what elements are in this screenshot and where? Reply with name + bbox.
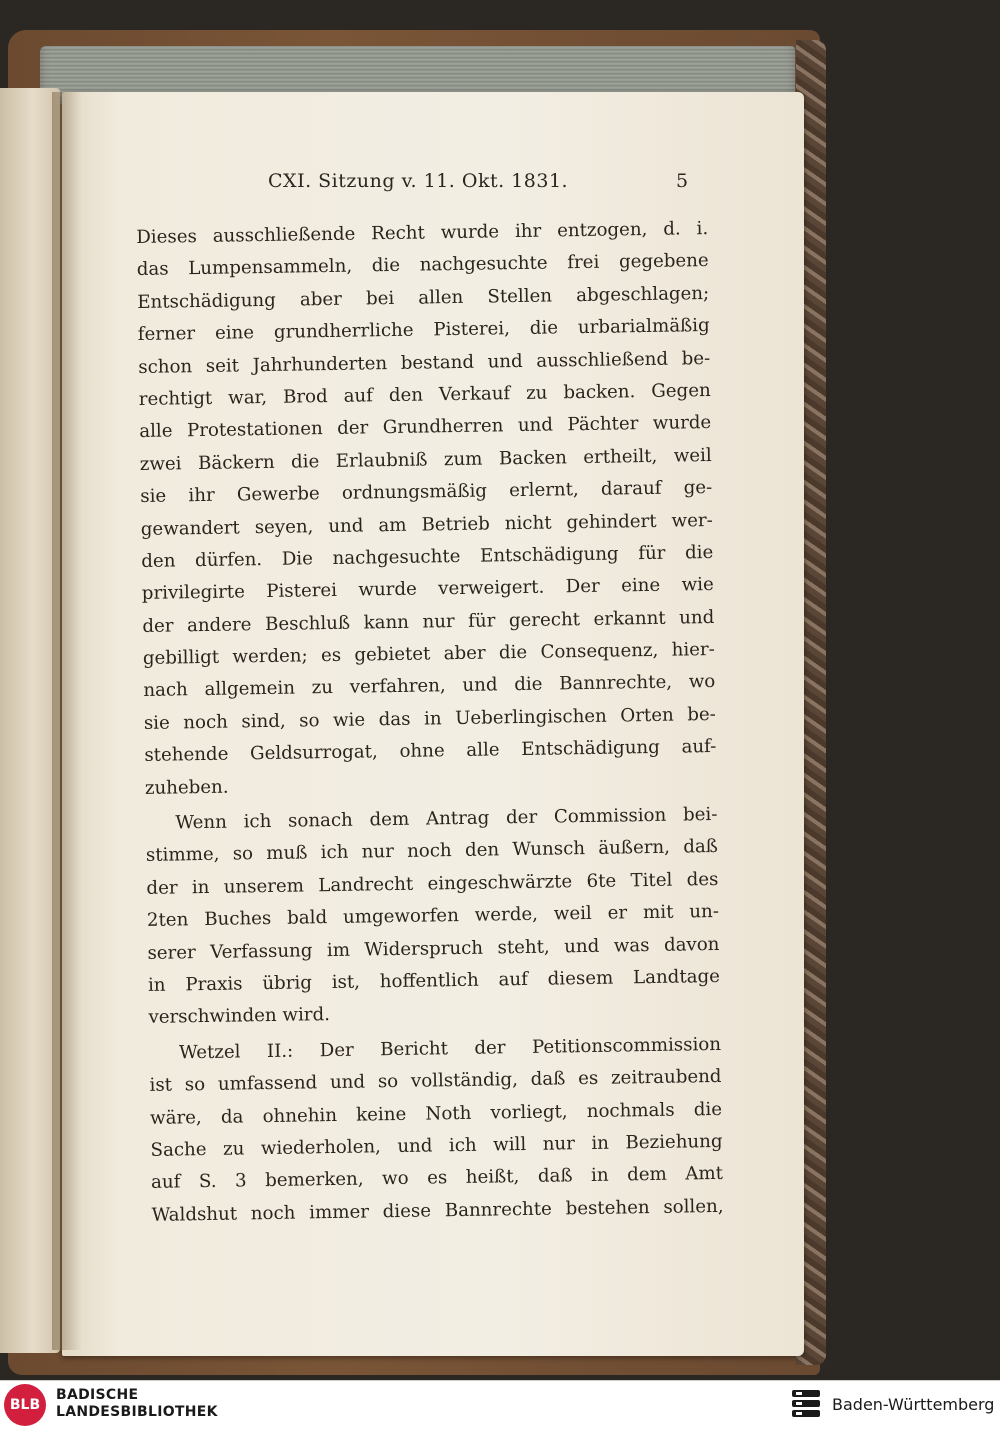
text-line: Dieses ausschließende Recht wurde ihr entzogen, d. i. xyxy=(136,218,709,248)
text-line: der andere Beschluß kann nur für gerecht erkannt und xyxy=(142,606,715,637)
text-line: Wenn ich sonach dem Antrag der Commission bei- xyxy=(175,803,718,834)
baden-wuerttemberg-lions-icon xyxy=(790,1387,822,1421)
text-line: zuheben. xyxy=(144,776,229,799)
text-line: wäre, da ohnehin keine Noth vorliegt, nochmals die xyxy=(149,1098,723,1129)
text-line: serer Verfassung im Widerspruch steht, und was davon xyxy=(147,933,720,964)
text-line: Sache zu wiederholen, und ich will nur in Beziehung xyxy=(150,1130,723,1161)
text-line: auf S. 3 bemerken, wo es heißt, daß in dem Amt xyxy=(150,1163,724,1194)
running-title: CXI. Sitzung v. 11. Okt. 1831. xyxy=(268,170,569,192)
text-line: in Praxis übrig ist, hoffentlich auf diesem Landtage xyxy=(147,965,721,996)
library-name-line2: LANDESBIBLIOTHEK xyxy=(56,1404,218,1420)
page-number: 5 xyxy=(676,170,689,192)
library-name[interactable] xyxy=(56,1387,218,1421)
blb-logo-icon[interactable]: BLB xyxy=(4,1384,46,1426)
text-line: gewandert seyen, und am Betrieb nicht gehindert wer- xyxy=(140,509,713,540)
text-line: der in unserem Landrecht eingeschwärzte 6te Titel des xyxy=(146,868,719,899)
body-text xyxy=(136,213,724,1232)
text-line: alle Protestationen der Grundherren und Pächter wurde xyxy=(139,412,712,443)
text-line: das Lumpensammeln, die nachgesuchte frei gegebene xyxy=(136,250,709,281)
text-line: Waldshut noch immer diese Bannrechte bestehen sollen, xyxy=(151,1195,724,1226)
book-page xyxy=(62,92,804,1356)
text-line: zwei Bäckern die Erlaubniß zum Backen ertheilt, weil xyxy=(139,444,712,475)
library-name-line1: BADISCHE xyxy=(56,1387,139,1403)
state-name[interactable]: Baden-Württemberg xyxy=(832,1395,995,1414)
text-line: stimme, so muß ich nur noch den Wunsch äußern, daß xyxy=(145,836,719,867)
text-line: den dürfen. Die nachgesuchte Entschädigung für die xyxy=(141,541,714,572)
text-line: ist so umfassend und so vollständig, daß es zeitraubend xyxy=(149,1066,722,1097)
text-line: Wetzel II.: Der Bericht der Petitionscommission xyxy=(178,1033,722,1064)
text-line: verschwinden wird. xyxy=(148,1004,331,1029)
text-line: ferner eine grundherrliche Pisterei, die urbarialmäßig xyxy=(137,315,710,346)
text-line: rechtigt war, Brod auf den Verkauf zu backen. Gegen xyxy=(138,379,711,410)
text-line: sie noch sind, so wie das in Ueberlingischen Orten be- xyxy=(143,703,716,734)
text-line: 2ten Buches bald umgeworfen werde, weil er mit un- xyxy=(146,901,720,932)
text-line: gebilligt werden; es gebietet aber die Consequenz, hier- xyxy=(142,639,715,670)
text-line: sie ihr Gewerbe ordnungsmäßig erlernt, darauf ge- xyxy=(140,477,713,508)
text-line: nach allgemein zu verfahren, und die Bannrechte, wo xyxy=(143,671,716,702)
text-line: privilegirte Pisterei wurde verweigert. Der eine wie xyxy=(141,574,714,605)
text-line: schon seit Jahrhunderten bestand und ausschließend be- xyxy=(138,347,711,378)
page-gutter-shadow xyxy=(52,92,82,1350)
left-page-edge xyxy=(0,88,60,1353)
text-line: stehende Geldsurrogat, ohne alle Entschädigung auf- xyxy=(144,736,717,767)
footer-bar xyxy=(0,1380,1000,1429)
text-line: Entschädigung aber bei allen Stellen abgeschlagen; xyxy=(137,282,710,313)
